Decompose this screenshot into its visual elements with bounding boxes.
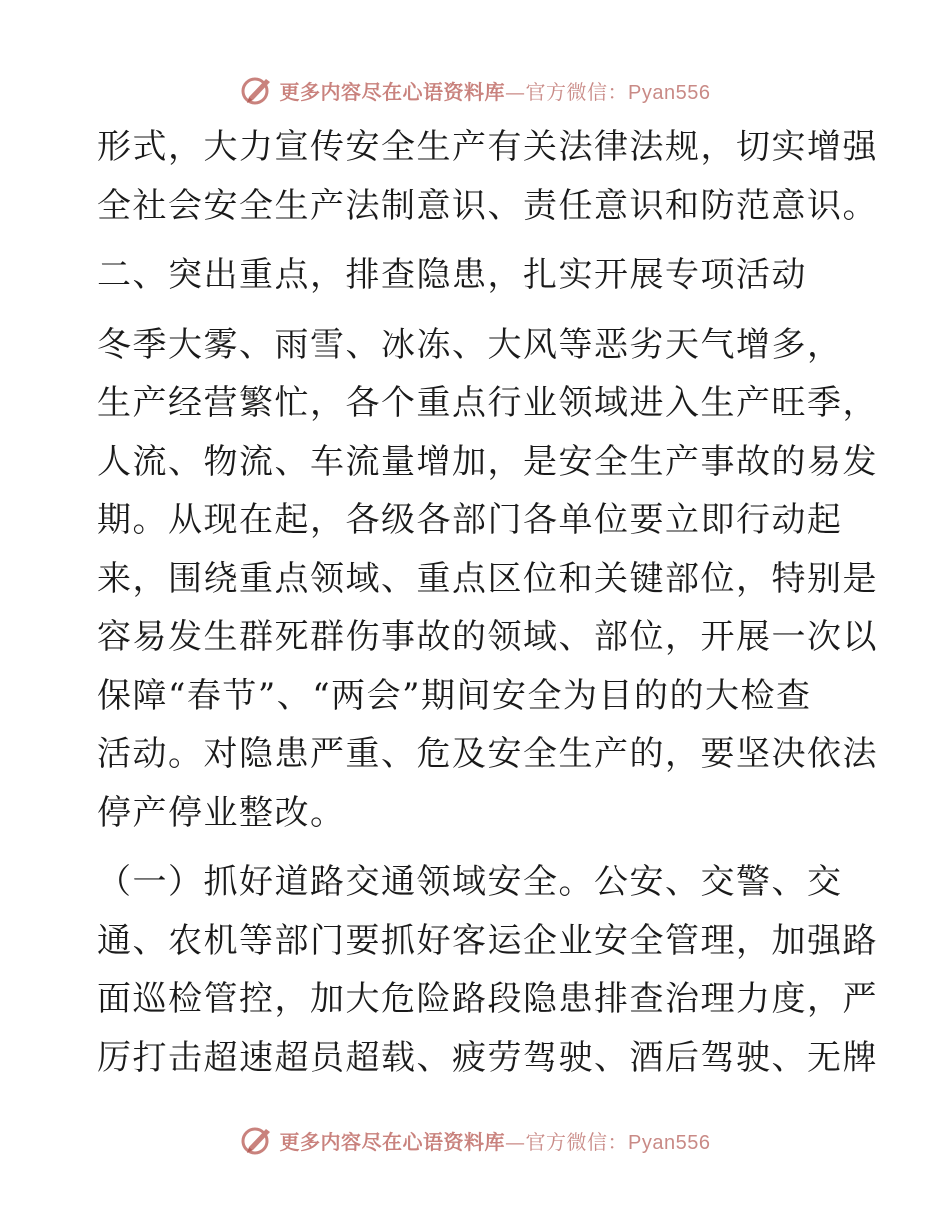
- footer-watermark: [0, 1120, 950, 1160]
- text-line: 活动。对隐患严重、危及安全生产的，要坚决依法: [97, 734, 878, 774]
- subsection-line: （一）抓好道路交通领域安全。公安、交警、交: [97, 862, 843, 902]
- text-line: 厉打击超速超员超载、疲劳驾驶、酒后驾驶、无牌: [97, 1037, 878, 1078]
- watermark-wechat-id: Pyan556: [628, 81, 711, 104]
- header-watermark: [0, 70, 950, 110]
- watermark-wechat-label: 官方微信：: [525, 79, 629, 104]
- text-line: 人流、物流、车流量增加，是安全生产事故的易发: [97, 441, 878, 482]
- text-line: 容易发生群死群伤事故的领域、部位，开展一次以: [97, 617, 878, 657]
- watermark-brand: 更多内容尽在心语资料库: [279, 1129, 506, 1154]
- text-line: 停产停业整改。: [97, 792, 346, 833]
- pen-logo-icon: [240, 1123, 274, 1157]
- pen-logo-icon: [240, 73, 274, 107]
- text-line: 通、农机等部门要抓好客运企业安全管理，加强路: [97, 920, 878, 961]
- watermark-text: [280, 1126, 711, 1155]
- watermark-wechat-label: 官方微信：: [525, 1129, 629, 1154]
- text-line: 保障“春节”、“两会”期间安全为目的的大检查: [97, 675, 812, 716]
- section-heading: 二、突出重点，排查隐患，扎实开展专项活动: [97, 255, 807, 295]
- text-line: 生产经营繁忙，各个重点行业领域进入生产旺季，: [97, 383, 878, 423]
- watermark-separator: —: [505, 1129, 526, 1154]
- text-line: 全社会安全生产法制意识、责任意识和防范意识。: [97, 185, 878, 226]
- text-line: 形式，大力宣传安全生产有关法律法规，切实增强: [97, 127, 878, 167]
- text-line: 来，围绕重点领域、重点区位和关键部位，特别是: [97, 558, 878, 599]
- document-body: [97, 118, 878, 1087]
- watermark-brand: 更多内容尽在心语资料库: [279, 79, 506, 104]
- watermark-wechat-id: Pyan556: [628, 1131, 711, 1154]
- text-line: 冬季大雾、雨雪、冰冻、大风等恶劣天气增多，: [97, 324, 843, 365]
- text-line: 面巡检管控，加大危险路段隐患排查治理力度，严: [97, 979, 878, 1019]
- watermark-separator: —: [505, 79, 526, 104]
- watermark-text: [280, 76, 711, 105]
- text-line: 期。从现在起，各级各部门各单位要立即行动起: [97, 500, 843, 540]
